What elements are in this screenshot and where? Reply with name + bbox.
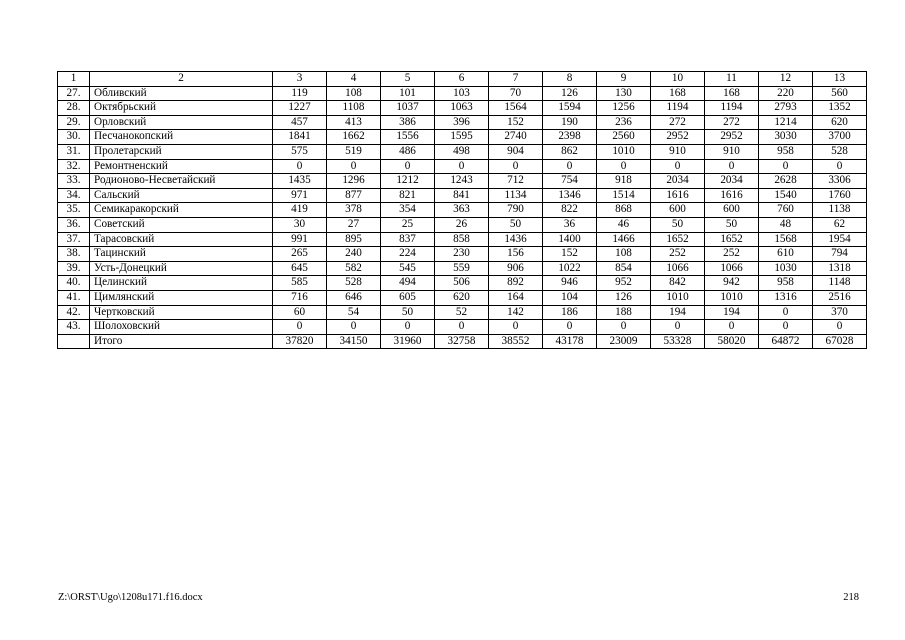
value-cell: 1010 xyxy=(705,290,759,305)
value-cell: 3306 xyxy=(813,174,867,189)
value-cell: 1010 xyxy=(597,144,651,159)
value-cell: 1435 xyxy=(273,174,327,189)
value-cell: 220 xyxy=(759,86,813,101)
table-row xyxy=(58,320,867,335)
value-cell: 188 xyxy=(597,305,651,320)
value-cell: 1066 xyxy=(651,261,705,276)
value-cell: 34150 xyxy=(327,334,381,349)
value-cell: 0 xyxy=(759,305,813,320)
value-cell: 252 xyxy=(705,247,759,262)
value-cell: 152 xyxy=(489,115,543,130)
value-cell: 942 xyxy=(705,276,759,291)
value-cell: 585 xyxy=(273,276,327,291)
value-cell: 25 xyxy=(381,217,435,232)
value-cell: 506 xyxy=(435,276,489,291)
value-cell: 0 xyxy=(597,320,651,335)
value-cell: 1134 xyxy=(489,188,543,203)
value-cell: 991 xyxy=(273,232,327,247)
value-cell: 1594 xyxy=(543,101,597,116)
value-cell: 1436 xyxy=(489,232,543,247)
value-cell: 1616 xyxy=(651,188,705,203)
value-cell: 363 xyxy=(435,203,489,218)
district-name-cell: Ремонтненский xyxy=(90,159,273,174)
table-row xyxy=(58,232,867,247)
value-cell: 354 xyxy=(381,203,435,218)
district-name-cell: Тарасовский xyxy=(90,232,273,247)
value-cell: 2952 xyxy=(651,130,705,145)
value-cell: 252 xyxy=(651,247,705,262)
row-number-cell: 29. xyxy=(58,115,90,130)
value-cell: 790 xyxy=(489,203,543,218)
district-name-cell: Тацинский xyxy=(90,247,273,262)
value-cell: 194 xyxy=(705,305,759,320)
value-cell: 36 xyxy=(543,217,597,232)
value-cell: 0 xyxy=(273,320,327,335)
table-header-row xyxy=(58,72,867,87)
value-cell: 0 xyxy=(381,320,435,335)
value-cell: 862 xyxy=(543,144,597,159)
value-cell: 0 xyxy=(705,159,759,174)
value-cell: 11 xyxy=(705,72,759,87)
table-row xyxy=(58,188,867,203)
value-cell: 0 xyxy=(327,320,381,335)
value-cell: 494 xyxy=(381,276,435,291)
district-name-cell: Орловский xyxy=(90,115,273,130)
table-row xyxy=(58,101,867,116)
table-row xyxy=(58,290,867,305)
district-name-cell: Песчанокопский xyxy=(90,130,273,145)
value-cell: 386 xyxy=(381,115,435,130)
district-name-cell: Чертковский xyxy=(90,305,273,320)
value-cell: 498 xyxy=(435,144,489,159)
value-cell: 54 xyxy=(327,305,381,320)
value-cell: 1400 xyxy=(543,232,597,247)
value-cell: 1063 xyxy=(435,101,489,116)
value-cell: 1066 xyxy=(705,261,759,276)
value-cell: 946 xyxy=(543,276,597,291)
row-number-cell: 43. xyxy=(58,320,90,335)
value-cell: 1318 xyxy=(813,261,867,276)
row-number-cell: 32. xyxy=(58,159,90,174)
value-cell: 0 xyxy=(651,159,705,174)
value-cell: 822 xyxy=(543,203,597,218)
value-cell: 895 xyxy=(327,232,381,247)
table-row xyxy=(58,159,867,174)
district-name-cell: Семикаракорский xyxy=(90,203,273,218)
value-cell: 119 xyxy=(273,86,327,101)
value-cell: 0 xyxy=(651,320,705,335)
value-cell: 2952 xyxy=(705,130,759,145)
value-cell: 2034 xyxy=(651,174,705,189)
district-name-cell: Итого xyxy=(90,334,273,349)
value-cell: 858 xyxy=(435,232,489,247)
row-number-cell: 40. xyxy=(58,276,90,291)
value-cell: 31960 xyxy=(381,334,435,349)
value-cell: 528 xyxy=(327,276,381,291)
district-name-cell: Целинский xyxy=(90,276,273,291)
value-cell: 754 xyxy=(543,174,597,189)
row-number-cell: 35. xyxy=(58,203,90,218)
table-row xyxy=(58,174,867,189)
value-cell: 712 xyxy=(489,174,543,189)
district-name-cell: Советский xyxy=(90,217,273,232)
value-cell: 854 xyxy=(597,261,651,276)
row-number-cell: 39. xyxy=(58,261,90,276)
value-cell: 46 xyxy=(597,217,651,232)
value-cell: 1296 xyxy=(327,174,381,189)
value-cell: 23009 xyxy=(597,334,651,349)
row-number-cell: 42. xyxy=(58,305,90,320)
value-cell: 545 xyxy=(381,261,435,276)
value-cell: 12 xyxy=(759,72,813,87)
value-cell: 0 xyxy=(705,320,759,335)
table-row xyxy=(58,247,867,262)
value-cell: 1214 xyxy=(759,115,813,130)
value-cell: 528 xyxy=(813,144,867,159)
value-cell: 519 xyxy=(327,144,381,159)
value-cell: 620 xyxy=(435,290,489,305)
value-cell: 156 xyxy=(489,247,543,262)
value-cell: 1037 xyxy=(381,101,435,116)
value-cell: 4 xyxy=(327,72,381,87)
table-row xyxy=(58,130,867,145)
value-cell: 126 xyxy=(597,290,651,305)
value-cell: 50 xyxy=(651,217,705,232)
value-cell: 910 xyxy=(651,144,705,159)
value-cell: 1652 xyxy=(651,232,705,247)
table-row xyxy=(58,86,867,101)
row-number-cell: 41. xyxy=(58,290,90,305)
value-cell: 2560 xyxy=(597,130,651,145)
value-cell: 103 xyxy=(435,86,489,101)
value-cell: 194 xyxy=(651,305,705,320)
value-cell: 108 xyxy=(597,247,651,262)
row-number-cell: 30. xyxy=(58,130,90,145)
district-name-cell: Обливский xyxy=(90,86,273,101)
value-cell: 396 xyxy=(435,115,489,130)
value-cell: 26 xyxy=(435,217,489,232)
value-cell: 370 xyxy=(813,305,867,320)
value-cell: 50 xyxy=(489,217,543,232)
table-row xyxy=(58,115,867,130)
value-cell: 58020 xyxy=(705,334,759,349)
value-cell: 1841 xyxy=(273,130,327,145)
value-cell: 0 xyxy=(543,159,597,174)
value-cell: 1256 xyxy=(597,101,651,116)
value-cell: 64872 xyxy=(759,334,813,349)
value-cell: 1556 xyxy=(381,130,435,145)
value-cell: 1595 xyxy=(435,130,489,145)
value-cell: 1352 xyxy=(813,101,867,116)
value-cell: 43178 xyxy=(543,334,597,349)
value-cell: 38552 xyxy=(489,334,543,349)
value-cell: 2516 xyxy=(813,290,867,305)
district-name-cell: Октябрьский xyxy=(90,101,273,116)
value-cell: 0 xyxy=(759,320,813,335)
value-cell: 1466 xyxy=(597,232,651,247)
district-name-cell: Шолоховский xyxy=(90,320,273,335)
value-cell: 1316 xyxy=(759,290,813,305)
value-cell: 971 xyxy=(273,188,327,203)
value-cell: 378 xyxy=(327,203,381,218)
value-cell: 0 xyxy=(435,320,489,335)
table-row xyxy=(58,276,867,291)
value-cell: 1010 xyxy=(651,290,705,305)
value-cell: 952 xyxy=(597,276,651,291)
value-cell: 60 xyxy=(273,305,327,320)
value-cell: 910 xyxy=(705,144,759,159)
value-cell: 2628 xyxy=(759,174,813,189)
value-cell: 904 xyxy=(489,144,543,159)
value-cell: 168 xyxy=(651,86,705,101)
district-name-cell: 2 xyxy=(90,72,273,87)
value-cell: 9 xyxy=(597,72,651,87)
value-cell: 0 xyxy=(273,159,327,174)
value-cell: 419 xyxy=(273,203,327,218)
value-cell: 2740 xyxy=(489,130,543,145)
table-row xyxy=(58,144,867,159)
value-cell: 600 xyxy=(651,203,705,218)
value-cell: 1148 xyxy=(813,276,867,291)
table-row xyxy=(58,305,867,320)
district-name-cell: Усть-Донецкий xyxy=(90,261,273,276)
value-cell: 1616 xyxy=(705,188,759,203)
value-cell: 646 xyxy=(327,290,381,305)
row-number-cell: 33. xyxy=(58,174,90,189)
value-cell: 0 xyxy=(489,159,543,174)
value-cell: 1760 xyxy=(813,188,867,203)
value-cell: 486 xyxy=(381,144,435,159)
row-number-cell: 36. xyxy=(58,217,90,232)
row-number-cell: 27. xyxy=(58,86,90,101)
value-cell: 186 xyxy=(543,305,597,320)
value-cell: 958 xyxy=(759,144,813,159)
table-row xyxy=(58,334,867,349)
row-number-cell: 1 xyxy=(58,72,90,87)
value-cell: 62 xyxy=(813,217,867,232)
value-cell: 575 xyxy=(273,144,327,159)
value-cell: 1108 xyxy=(327,101,381,116)
value-cell: 265 xyxy=(273,247,327,262)
value-cell: 3030 xyxy=(759,130,813,145)
value-cell: 0 xyxy=(381,159,435,174)
value-cell: 52 xyxy=(435,305,489,320)
table-row xyxy=(58,217,867,232)
value-cell: 53328 xyxy=(651,334,705,349)
value-cell: 821 xyxy=(381,188,435,203)
value-cell: 3700 xyxy=(813,130,867,145)
value-cell: 906 xyxy=(489,261,543,276)
value-cell: 142 xyxy=(489,305,543,320)
value-cell: 610 xyxy=(759,247,813,262)
footer-page-number: 218 xyxy=(843,592,859,603)
value-cell: 892 xyxy=(489,276,543,291)
value-cell: 794 xyxy=(813,247,867,262)
value-cell: 130 xyxy=(597,86,651,101)
value-cell: 560 xyxy=(813,86,867,101)
statistics-table xyxy=(57,71,867,349)
value-cell: 190 xyxy=(543,115,597,130)
value-cell: 50 xyxy=(381,305,435,320)
value-cell: 841 xyxy=(435,188,489,203)
value-cell: 0 xyxy=(813,159,867,174)
value-cell: 2034 xyxy=(705,174,759,189)
table-row xyxy=(58,203,867,218)
value-cell: 5 xyxy=(381,72,435,87)
value-cell: 6 xyxy=(435,72,489,87)
value-cell: 760 xyxy=(759,203,813,218)
district-name-cell: Родионово-Несветайский xyxy=(90,174,273,189)
value-cell: 1514 xyxy=(597,188,651,203)
value-cell: 413 xyxy=(327,115,381,130)
value-cell: 1346 xyxy=(543,188,597,203)
table-row xyxy=(58,261,867,276)
value-cell: 837 xyxy=(381,232,435,247)
value-cell: 0 xyxy=(543,320,597,335)
value-cell: 70 xyxy=(489,86,543,101)
value-cell: 37820 xyxy=(273,334,327,349)
value-cell: 1662 xyxy=(327,130,381,145)
value-cell: 645 xyxy=(273,261,327,276)
value-cell: 620 xyxy=(813,115,867,130)
value-cell: 126 xyxy=(543,86,597,101)
row-number-cell: 34. xyxy=(58,188,90,203)
value-cell: 50 xyxy=(705,217,759,232)
value-cell: 2398 xyxy=(543,130,597,145)
row-number-cell: 31. xyxy=(58,144,90,159)
value-cell: 0 xyxy=(813,320,867,335)
value-cell: 152 xyxy=(543,247,597,262)
value-cell: 1030 xyxy=(759,261,813,276)
row-number-cell: 37. xyxy=(58,232,90,247)
value-cell: 0 xyxy=(435,159,489,174)
value-cell: 0 xyxy=(597,159,651,174)
value-cell: 918 xyxy=(597,174,651,189)
value-cell: 1227 xyxy=(273,101,327,116)
value-cell: 716 xyxy=(273,290,327,305)
row-number-cell: 38. xyxy=(58,247,90,262)
value-cell: 104 xyxy=(543,290,597,305)
value-cell: 272 xyxy=(705,115,759,130)
value-cell: 0 xyxy=(327,159,381,174)
value-cell: 582 xyxy=(327,261,381,276)
value-cell: 457 xyxy=(273,115,327,130)
value-cell: 1194 xyxy=(651,101,705,116)
value-cell: 559 xyxy=(435,261,489,276)
value-cell: 7 xyxy=(489,72,543,87)
value-cell: 1652 xyxy=(705,232,759,247)
value-cell: 1212 xyxy=(381,174,435,189)
value-cell: 1564 xyxy=(489,101,543,116)
value-cell: 236 xyxy=(597,115,651,130)
value-cell: 101 xyxy=(381,86,435,101)
district-name-cell: Сальский xyxy=(90,188,273,203)
value-cell: 108 xyxy=(327,86,381,101)
value-cell: 605 xyxy=(381,290,435,305)
value-cell: 877 xyxy=(327,188,381,203)
district-name-cell: Пролетарский xyxy=(90,144,273,159)
value-cell: 272 xyxy=(651,115,705,130)
value-cell: 48 xyxy=(759,217,813,232)
value-cell: 1568 xyxy=(759,232,813,247)
value-cell: 1540 xyxy=(759,188,813,203)
value-cell: 1138 xyxy=(813,203,867,218)
value-cell: 27 xyxy=(327,217,381,232)
value-cell: 0 xyxy=(489,320,543,335)
value-cell: 600 xyxy=(705,203,759,218)
value-cell: 1194 xyxy=(705,101,759,116)
district-name-cell: Цимлянский xyxy=(90,290,273,305)
value-cell: 13 xyxy=(813,72,867,87)
value-cell: 230 xyxy=(435,247,489,262)
value-cell: 8 xyxy=(543,72,597,87)
value-cell: 10 xyxy=(651,72,705,87)
value-cell: 240 xyxy=(327,247,381,262)
value-cell: 30 xyxy=(273,217,327,232)
value-cell: 2793 xyxy=(759,101,813,116)
row-number-cell xyxy=(58,334,90,349)
value-cell: 842 xyxy=(651,276,705,291)
value-cell: 1954 xyxy=(813,232,867,247)
value-cell: 1022 xyxy=(543,261,597,276)
value-cell: 0 xyxy=(759,159,813,174)
value-cell: 1243 xyxy=(435,174,489,189)
value-cell: 868 xyxy=(597,203,651,218)
footer-file-path: Z:\ORST\Ugo\1208u171.f16.docx xyxy=(58,592,203,603)
value-cell: 958 xyxy=(759,276,813,291)
value-cell: 67028 xyxy=(813,334,867,349)
table-body xyxy=(58,72,867,349)
value-cell: 3 xyxy=(273,72,327,87)
row-number-cell: 28. xyxy=(58,101,90,116)
value-cell: 164 xyxy=(489,290,543,305)
value-cell: 224 xyxy=(381,247,435,262)
value-cell: 32758 xyxy=(435,334,489,349)
value-cell: 168 xyxy=(705,86,759,101)
